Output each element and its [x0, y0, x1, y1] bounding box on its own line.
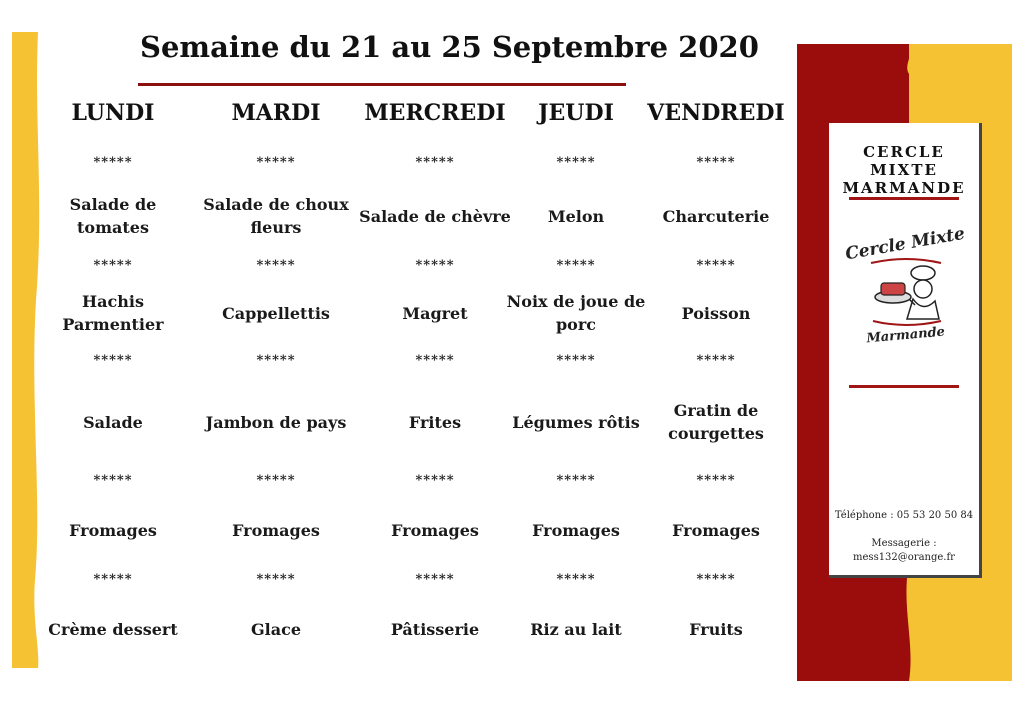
logo-text-top: Cercle Mixte: [843, 223, 967, 265]
day-header-4: VENDREDI: [647, 100, 785, 126]
course-separator: *****: [696, 258, 736, 273]
day-header-0: LUNDI: [71, 100, 155, 126]
course-separator: *****: [256, 353, 296, 368]
course-separator: *****: [93, 155, 133, 170]
title-divider: [138, 83, 626, 86]
card-divider-bottom: [849, 385, 959, 388]
dish-item: Melon: [547, 206, 605, 226]
course-separator: *****: [415, 155, 455, 170]
dish-item: Salade de choux fleurs: [203, 195, 349, 237]
course-separator: *****: [93, 473, 133, 488]
course-separator: *****: [256, 258, 296, 273]
email-label: Messagerie :: [871, 538, 937, 549]
dish-item: Pâtisserie: [390, 619, 480, 639]
dish-item: Salade de chèvre: [359, 206, 511, 226]
dish-item: Salade de tomates: [69, 195, 157, 237]
course-separator: *****: [696, 353, 736, 368]
dish-item: Charcuterie: [662, 206, 770, 226]
dish-item: Hachis Parmentier: [62, 292, 164, 334]
course-separator: *****: [256, 155, 296, 170]
brand-card: [829, 123, 982, 578]
course-separator: *****: [256, 572, 296, 587]
logo-text-bottom: Marmande: [865, 324, 946, 347]
course-separator: *****: [556, 353, 596, 368]
dish-item: Fromages: [232, 520, 320, 540]
dish-item: Poisson: [681, 303, 751, 323]
course-separator: *****: [696, 473, 736, 488]
dish-item: Riz au lait: [530, 619, 622, 639]
course-separator: *****: [93, 258, 133, 273]
course-separator: *****: [556, 155, 596, 170]
day-header-3: JEUDI: [538, 100, 614, 126]
course-separator: *****: [696, 155, 736, 170]
course-separator: *****: [93, 572, 133, 587]
dish-item: Salade: [83, 412, 143, 432]
dish-item: Glace: [250, 619, 302, 639]
course-separator: *****: [556, 473, 596, 488]
dish-item: Fromages: [391, 520, 479, 540]
day-header-2: MERCREDI: [364, 100, 506, 126]
dish-item: Fromages: [532, 520, 620, 540]
dish-item: Fruits: [689, 619, 743, 639]
dish-item: Magret: [402, 303, 468, 323]
course-separator: *****: [415, 353, 455, 368]
course-separator: *****: [415, 258, 455, 273]
course-separator: *****: [556, 572, 596, 587]
phone-number: Téléphone : 05 53 20 50 84: [834, 510, 974, 521]
chef-logo: [843, 223, 967, 347]
organization-name-line1: CERCLE MIXTE: [863, 143, 945, 179]
day-header-1: MARDI: [231, 100, 321, 126]
course-separator: *****: [696, 572, 736, 587]
dish-item: Fromages: [672, 520, 760, 540]
dish-item: Noix de joue de porc: [506, 292, 646, 334]
organization-name: [829, 143, 979, 197]
course-separator: *****: [556, 258, 596, 273]
dish-item: Légumes rôtis: [512, 412, 640, 432]
dish-item: Fromages: [69, 520, 157, 540]
card-divider-top: [849, 197, 959, 200]
dish-item: Cappellettis: [222, 303, 330, 323]
dish-item: Crème dessert: [48, 619, 178, 639]
dish-item: Gratin de courgettes: [668, 401, 764, 443]
course-separator: *****: [415, 572, 455, 587]
page-title: Semaine du 21 au 25 Septembre 2020: [140, 30, 759, 64]
email-address: mess132@orange.fr: [853, 552, 955, 563]
course-separator: *****: [415, 473, 455, 488]
organization-name-line2: MARMANDE: [842, 179, 966, 197]
dish-item: Jambon de pays: [205, 412, 347, 432]
dish-item: Frites: [408, 412, 462, 432]
course-separator: *****: [256, 473, 296, 488]
course-separator: *****: [93, 353, 133, 368]
